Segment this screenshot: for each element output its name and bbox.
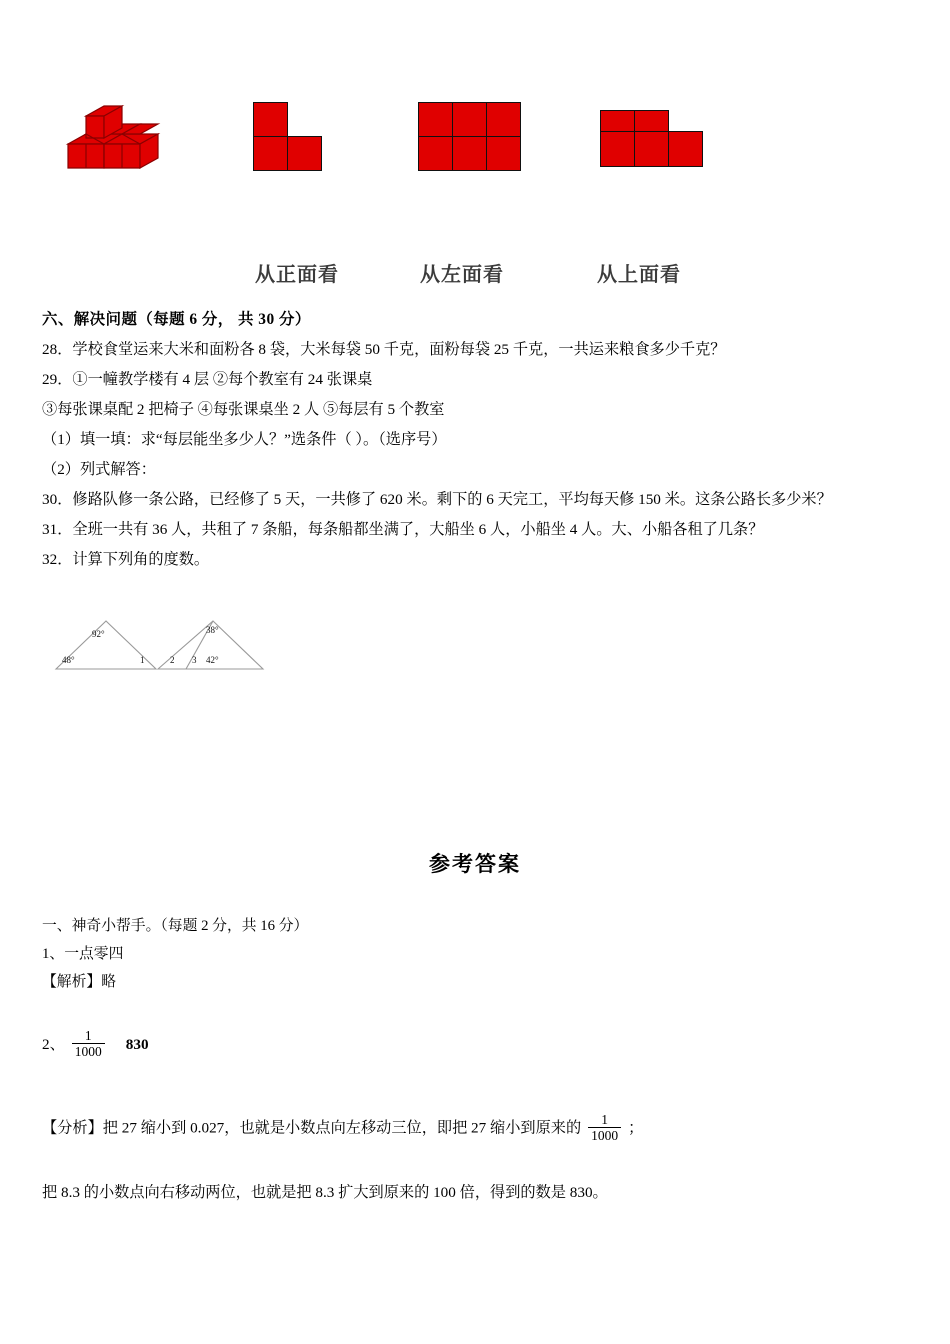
shape-cell [600,110,635,132]
angle-label-48: 48° [62,655,75,665]
angle-label-38: 38° [206,625,219,635]
shape-cell [418,102,453,137]
angle-label-92: 92° [92,629,105,639]
shape-cell [452,102,487,137]
question-28: 28．学校食堂运来大米和面粉各 8 袋，大米每袋 50 千克，面粉每袋 25 千克，一共运来粮食多少千克？ [42,341,726,358]
question-32: 32．计算下列角的度数。 [42,551,210,568]
caption-top-view: 从上面看 [597,262,681,286]
shape-cell [253,102,288,137]
shape-cell [486,102,521,137]
analysis-second-sentence: 把 8.3 的小数点向右移动两位，也就是把 8.3 扩大到原来的 100 倍，得到的数是 830。 [42,1184,608,1201]
caption-front-view: 从正面看 [255,262,339,286]
answer-analysis-line2 [42,1178,922,1208]
shape-cell [486,136,521,171]
answer-item-2-row [42,1028,149,1060]
shape-cell [452,136,487,171]
figure-row [0,70,950,200]
answer-item-2-index: 2、 [42,1035,65,1053]
question-29-part1: （1）填一填：求“每层能坐多少人？”选条件（ ）。（选序号） [42,431,447,448]
cube-stack-svg [50,92,180,182]
fraction-denominator: 1000 [74,1044,102,1060]
questions-block [42,305,922,575]
analysis-fraction [588,1112,621,1143]
shape-cell [287,136,322,171]
analysis-suffix: ； [628,1119,644,1137]
question-30: 30．修路队修一条公路，已经修了 5 天，一共修了 620 米。剩下的 6 天完工，平均每天修 150 米。这条公路长多少米？ [42,491,832,508]
question-29-conditions: ③每张课桌配 2 把椅子 ④每张课桌坐 2 人 ⑤每层有 5 个教室 [42,401,445,418]
fraction-numerator: 1 [588,1112,621,1128]
front-view-figure [253,102,333,174]
isometric-cube-figure [50,92,180,187]
figure-captions [0,258,950,288]
answers-title: 参考答案 [429,852,521,876]
answers-block [42,912,922,996]
left-view-figure [418,102,538,174]
answers-section1-heading: 一、神奇小帮手。（每题 2 分，共 16 分） [42,918,309,934]
analysis-prefix: 【分析】把 27 缩小到 0.027，也就是小数点向左移动三位，即把 27 缩小到原来的 [42,1119,582,1137]
angle-figures [48,603,448,683]
fraction-denominator: 1000 [591,1128,619,1144]
top-view-figure [600,110,710,174]
angle-label-2: 2 [170,655,175,665]
angle-label-3: 3 [192,655,197,665]
shape-cell [634,110,669,132]
angle-label-1: 1 [140,655,145,665]
answer-item-2-fraction [72,1028,105,1059]
question-29-part2: （2）列式解答： [42,461,156,478]
answer-analysis-line1 [42,1112,922,1144]
shape-cell [253,136,288,171]
fraction-numerator: 1 [72,1028,105,1044]
shape-cell [600,131,635,167]
caption-left-view: 从左面看 [420,262,504,286]
angle-label-42: 42° [206,655,219,665]
answer-item-2-value: 830 [125,1035,149,1053]
question-29: 29．①一幢教学楼有 4 层 ②每个教室有 24 张课桌 [42,371,373,388]
angle-figures-svg [48,603,448,683]
shape-cell [634,131,669,167]
answer-item-1-analysis: 【解析】略 [42,974,116,990]
question-31: 31．全班一共有 36 人，共租了 7 条船，每条船都坐满了，大船坐 6 人，小船坐 4 人。大、小船各租了几条？ [42,521,764,538]
shape-cell [668,131,703,167]
answer-item-1: 1、一点零四 [42,946,124,962]
shape-cell [418,136,453,171]
section-heading-six: 六、解决问题（每题 6 分， 共 30 分） [42,311,311,328]
